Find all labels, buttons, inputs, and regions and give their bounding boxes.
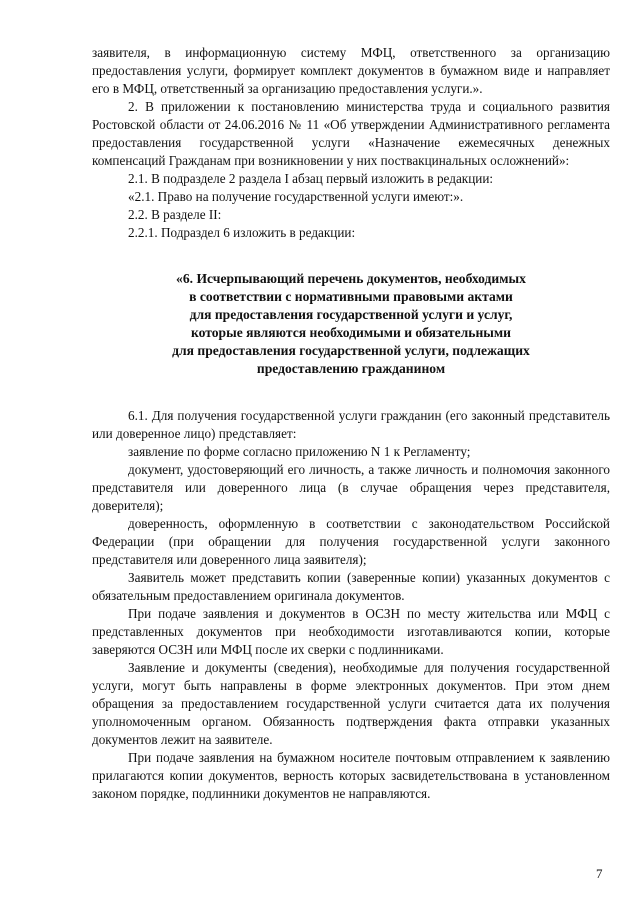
body-paragraph-submission-oszn: При подаче заявления и документов в ОСЗН по месту жительства или МФЦ с представленных документов при необходимости изготавливаются копии, которые заверяются ОСЗН или МФЦ после их сверки с подлинниками. — [92, 606, 610, 657]
body-paragraph-postal-submission: При подаче заявления на бумажном носителе почтовым отправлением к заявлению прилагаются копии документов, верность которых засвидетельствована в установленном законом порядке, подлинники документов не направляются. — [92, 750, 610, 801]
section-title-line: которые являются необходимыми и обязательными — [190, 325, 512, 340]
intro-paragraph-2-1: 2.1. В подразделе 2 раздела I абзац первый изложить в редакции: — [128, 171, 494, 186]
section-title-line: для предоставления государственной услуги и услуг, — [189, 307, 513, 322]
intro-paragraph-2-2: 2.2. В разделе II: — [128, 207, 222, 222]
body-paragraph-application-form: заявление по форме согласно приложению N 1 к Регламенту; — [128, 444, 471, 459]
body-paragraph-copies: Заявитель может представить копии (заверенные копии) указанных документов с обязательным предоставлением оригинала документов. — [92, 570, 610, 603]
page-number: 7 — [596, 866, 603, 881]
document-page — [92, 44, 610, 803]
section-title — [92, 270, 610, 378]
intro-paragraph-amendment-2: 2. В приложении к постановлению министерства труда и социального развития Ростовской области от 24.06.2016 № 11 «Об утверждении Административного регламента предоставления государственной услуги «Назначение ежемесячных денежных компенсаций Гражданам при возникновении у них поствакцинальных осложнений»: — [92, 99, 610, 168]
intro-paragraph-2-1-quote: «2.1. Право на получение государственной услуги имеют:». — [128, 189, 464, 204]
section-title-line: «6. Исчерпывающий перечень документов, необходимых — [176, 271, 526, 286]
body-paragraph-6-1: 6.1. Для получения государственной услуги гражданин (его законный представитель или доверенное лицо) представляет: — [92, 408, 610, 441]
body-paragraph-electronic-documents: Заявление и документы (сведения), необходимые для получения государственной услуги, могут быть направлены в форме электронных документов. При этом днем обращения за предоставлением государственной услуги считается дата их получения уполномоченным органом. Обязанность подтверждения факта отправки указанных документов лежит на заявителе. — [92, 660, 610, 747]
body-paragraph-identity-document: документ, удостоверяющий его личность, а также личность и полномочия законного представителя или доверенного лица (в случае обращения через представителя, доверителя); — [92, 462, 610, 513]
intro-paragraph-2-2-1: 2.2.1. Подраздел 6 изложить в редакции: — [128, 225, 356, 240]
section-title-line: в соответствии с нормативными правовыми актами — [189, 289, 513, 304]
body-paragraph-power-of-attorney: доверенность, оформленную в соответствии с законодательством Российской Федерации (при обращении для получения государственной услуги законного представителя или доверенного лица заявителя); — [92, 516, 610, 567]
section-title-line: предоставлению гражданином — [256, 361, 446, 376]
section-title-line: для предоставления государственной услуги, подлежащих — [172, 343, 530, 358]
intro-paragraph-continuation: заявителя, в информационную систему МФЦ, ответственного за организацию предоставления услуги, формирует комплект документов в бумажном виде и направляет его в МФЦ, ответственный за организацию предоставления услуги.». — [92, 45, 610, 96]
